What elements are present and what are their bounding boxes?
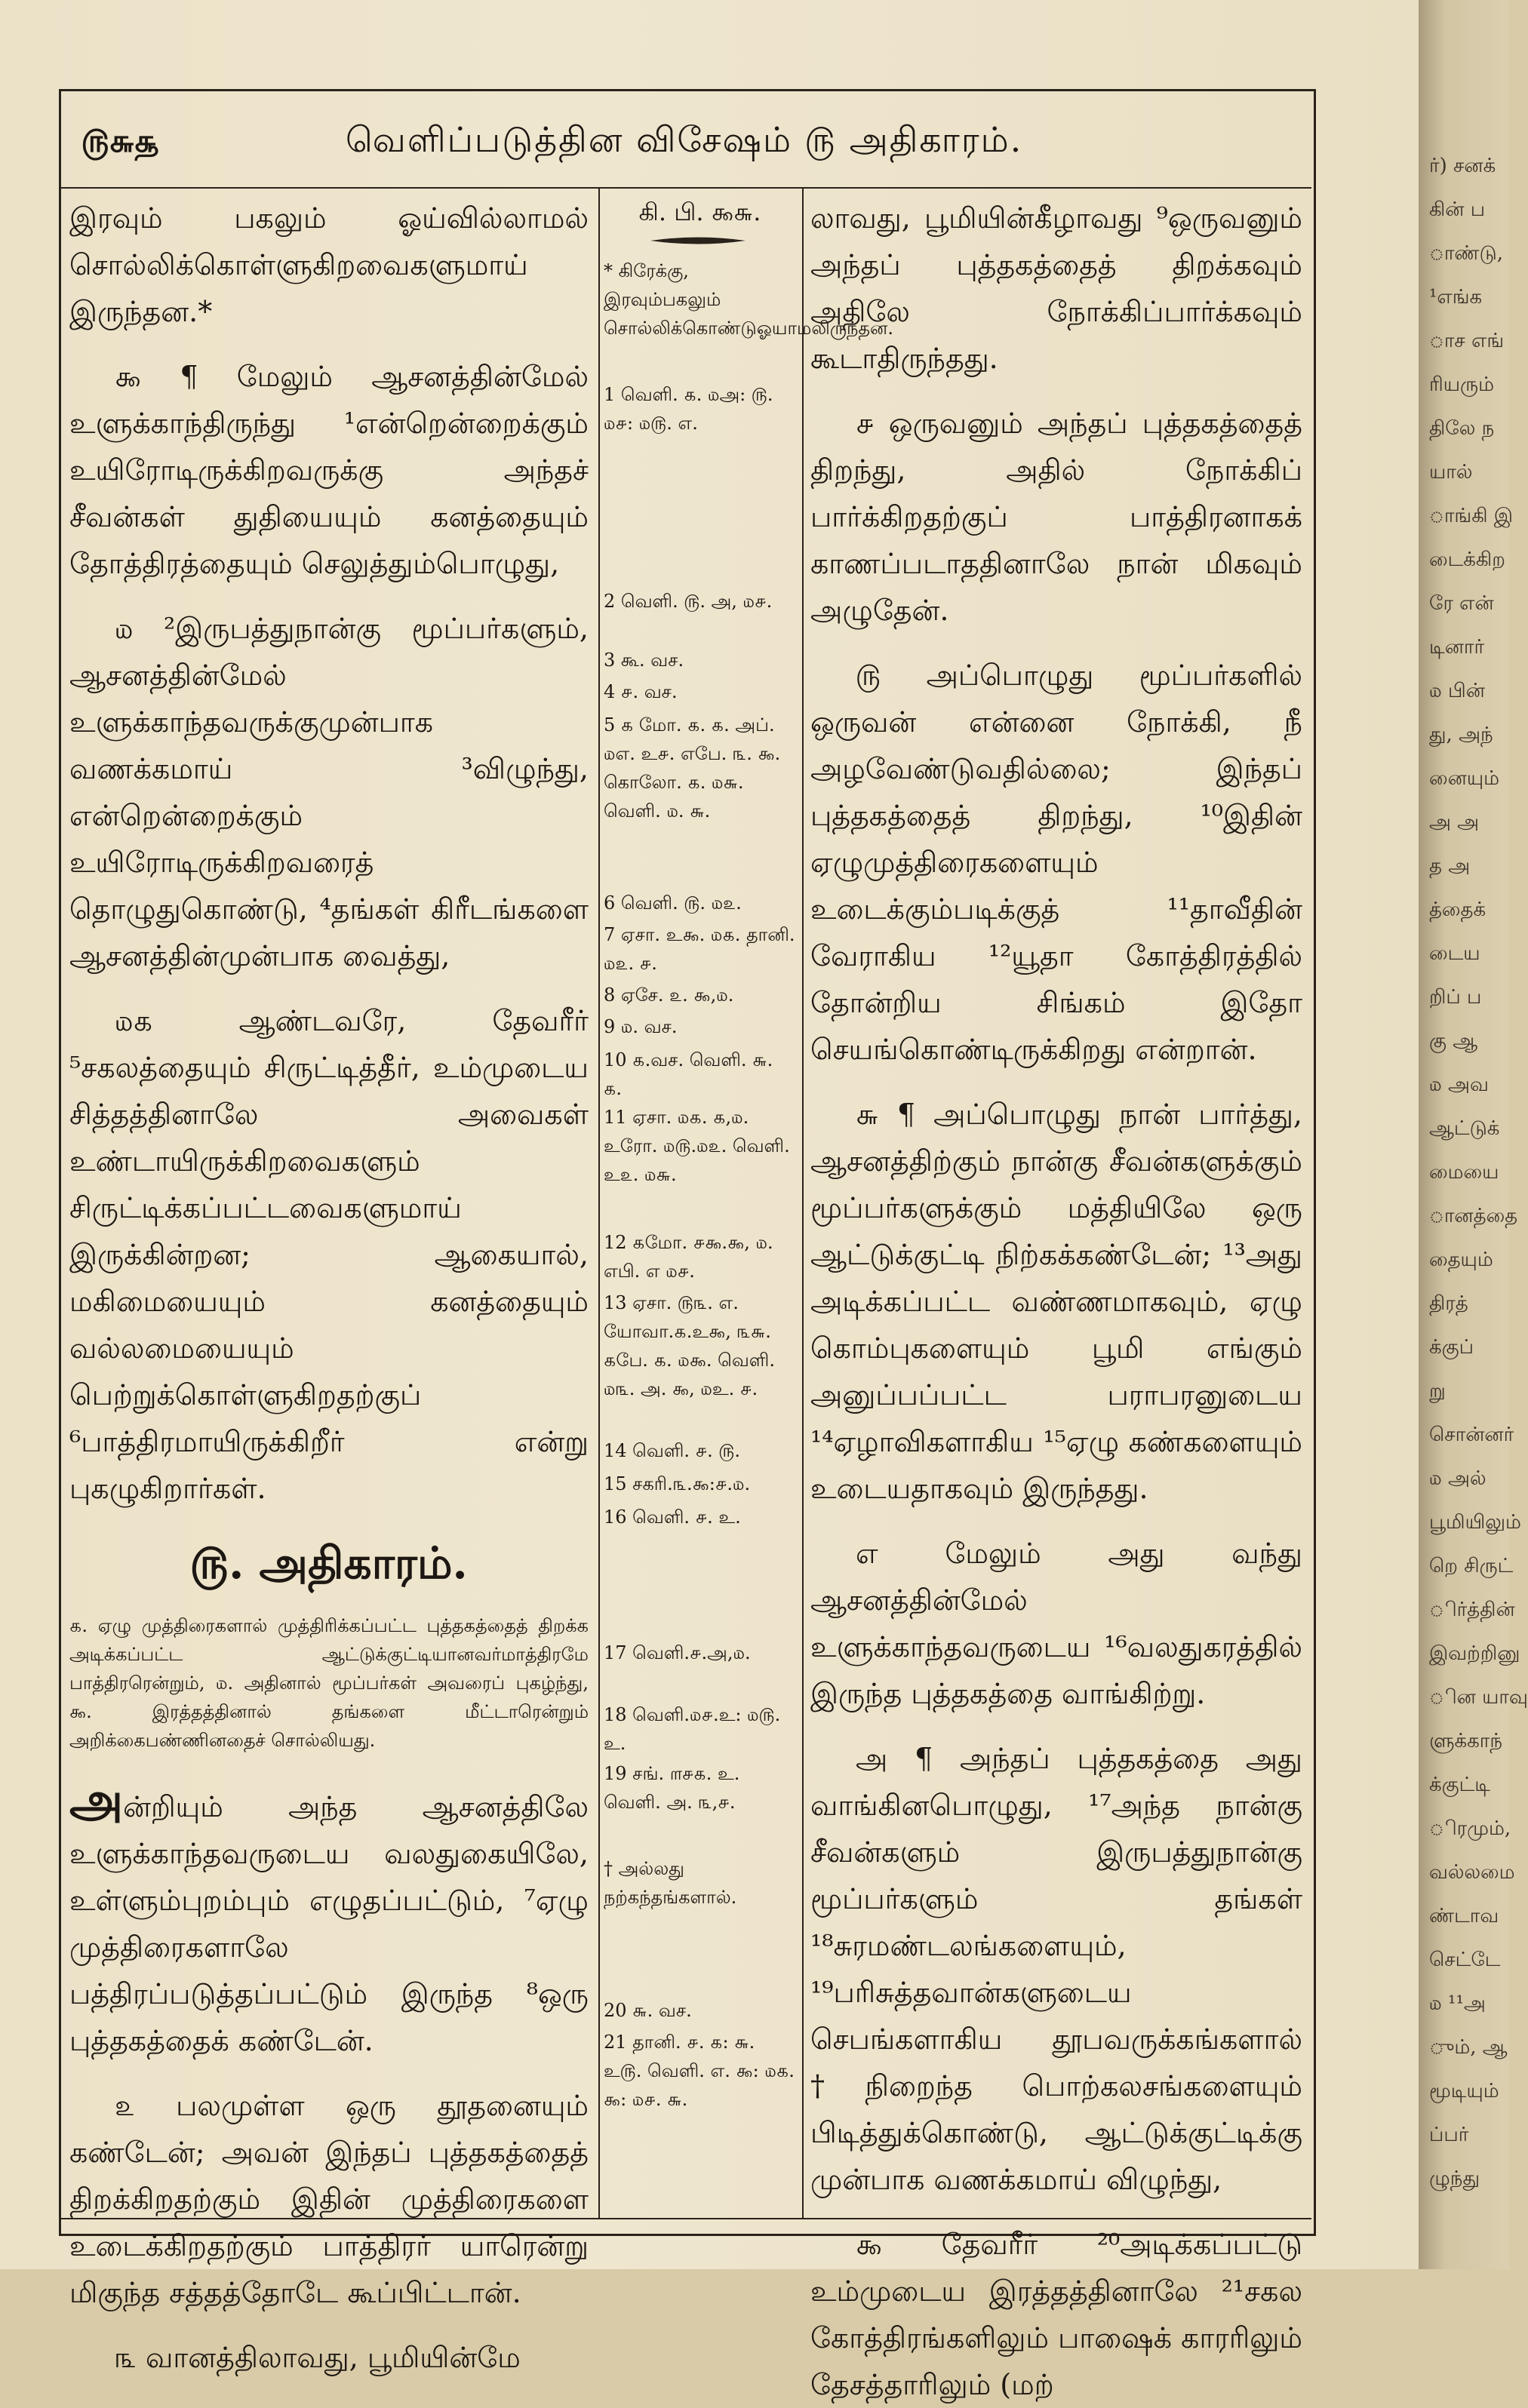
verse-9b: ௯ தேவரீர் ²⁰அடிக்கப்பட்டு உம்முடைய இரத்தத்தினாலே ²¹சகல கோத்திரங்களிலும் பாஷைக் காரரிலும் தேசத்தாரிலும் (மற் [810,2228,1302,2401]
adjacent-page-fragment: றிப் ப [1429,986,1482,1009]
verse-1 [69,1772,589,2064]
adjacent-page-fragment: து, அந் [1429,723,1493,746]
ref-5: 5 ௧ மோ. ௧. ௧. அப். ௰எ. உ௪. எபே. ௩. ௯. கொலோ. ௧. ௰௬. வெளி. ௰. ௬. [604,714,781,822]
adjacent-page-fragment: பூமியிலும் [1429,1511,1521,1534]
adjacent-page-fragment: ௰ அவ [1429,1073,1489,1096]
adjacent-page-fragment: ாங்கி இ [1429,505,1514,527]
adjacent-page-fragment: ௰ அல் [1429,1467,1486,1490]
ref-4: 4 ௪. வச. [604,681,678,702]
verse-10: ௰ ²இருபத்துநான்கு மூப்பர்களும், ஆசனத்தின்மேல் உளுக்காந்தவருக்குமுன்பாக வணக்கமாய் ³விழுந்து, என்றென்றைக்கும் உயிரோடிருக்கிறவரைத் தொழுதுகொண்டு, ⁴தங்கள் கிரீடங்களை ஆசனத்தின்முன்பாக வைத்து, [69,612,589,972]
ref-10: 10 ௧.வச. வெளி. ௬. ௧. [604,1049,773,1099]
year-heading: கி. பி. ௯௬. [638,198,761,226]
adjacent-page-fragment: க்குட்டி [1429,1774,1490,1796]
ref-13: 13 ஏசா. ௫௩. எ. யோவா.௧.உ௯, ௩௬. ௧பே. ௧. ௰௯. வெளி. ௰௩. அ. ௯, ௰உ. ௪. [604,1292,775,1399]
ref-17: 17 வெளி.௪.அ,௰. [604,1642,751,1663]
page-number: ௫௬௲ [81,122,158,159]
verse-11: ௰௧ ஆண்டவரே, தேவரீர் ⁵சகலத்தையும் சிருட்டித்தீர், உம்முடைய சித்தத்தினாலே அவைகள் உண்டாயிருக்கிறவைகளும் சிருட்டிக்கப்பட்டவைகளுமாய் இருக்கின்றன; ஆகையால், மகிமையையும் கனத்தையும் வல்லமையையும் பெற்றுக்கொள்ளுகிறதற்குப் ⁶பாத்திரமாயிருக்கிறீர் என்று புகழுகிறார்கள். [69,1004,589,1505]
drop-cap: அ [69,1772,124,1829]
adjacent-page-fragment: தையும் [1429,1249,1493,1271]
adjacent-page-fragment: ின யாவு [1429,1686,1528,1709]
chapter-summary: ௧. ஏழு முத்திரைகளால் முத்திரிக்கப்பட்ட புத்தகத்தைத் திறக்க அடிக்கப்பட்ட ஆட்டுக்குட்டியானவர்மாத்திரமே பாத்திரரென்றும், ௰. அதினால் மூப்பர்கள் அவரைப் புகழ்ந்து, ௯. இரத்தத்தினால் தங்களை மீட்டாரென்றும் அறிக்கைபண்ணினதைச் சொல்லியது. [69,1615,589,1751]
verse-1-text: ன்றியும் அந்த ஆசனத்திலே உளுக்காந்தவருடைய வலதுகையிலே, உள்ளும்புறம்பும் எழுதப்பட்டும், ⁷ஏழு முத்திரைகளாலே பத்திரப்படுத்தப்பட்டும் இருந்த ⁸ஒரு புத்தகத்தைக் கண்டேன். [69,1790,589,2057]
adjacent-page-fragment: ாச எங் [1429,330,1505,352]
adjacent-page-edge [1419,0,1528,2269]
adjacent-page-fragment: ¹எங்க [1429,286,1483,309]
adjacent-page-fragment: ண்டாவ [1429,1905,1499,1927]
ref-3: 3 கூ. வச. [604,650,684,671]
verse-3-end: லாவது, பூமியின்கீழாவது ⁹ஒருவனும் அந்தப் புத்தகத்தைத் திறக்கவும் அதிலே நோக்கிப்பார்க்கவும் கூடாதிருந்தது. [810,201,1302,375]
adjacent-page-fragment: டைய [1429,942,1480,965]
ref-9: 9 ௰. வச. [604,1016,678,1037]
adjacent-page-fragment: ரியரும் [1429,373,1495,396]
ref-18: 18 வெளி.௰௪.உ: ௰௫. உ. [604,1704,781,1754]
adjacent-page-fragment: ௰ பின் [1429,680,1485,702]
adjacent-page-fragment: று [1429,1380,1446,1402]
page-header [59,106,1311,181]
footnote-dagger: † அல்லது நற்கந்தங்களால். [604,1858,737,1908]
adjacent-page-fragment: றெ சிருட் [1429,1555,1514,1577]
verse-9: ௯ ¶ மேலும் ஆசனத்தின்மேல் உளுக்காந்திருந்து ¹என்றென்றைக்கும் உயிரோடிருக்கிறவருக்கு அந்தச் சீவன்கள் துதியையும் கனத்தையும் தோத்திரத்தையும் செலுத்தும்பொழுது, [69,360,589,580]
adjacent-page-fragment: னையும் [1429,767,1500,790]
chapter-heading: ௫. அதிகாரம். [190,1537,468,1589]
verse-5: ௫ அப்பொழுது மூப்பர்களில் ஒருவன் என்னை நோக்கி, நீ அழவேண்டுவதில்லை; இந்தப் புத்தகத்தைத் திறந்து, ¹⁰இதின் ஏழுமுத்திரைகளையும் உடைக்கும்படிக்குத் ¹¹தாவீதின் வேராகிய ¹²யூதா கோத்திரத்தில் தோன்றிய சிங்கம் இதோ செயங்கொண்டிருக்கிறது என்றான். [810,659,1302,1066]
running-title: வெளிப்படுத்தின விசேஷம் ௫ அதிகாரம். [346,119,1023,160]
adjacent-page-fragment: ப்பர் [1429,2124,1469,2146]
adjacent-page-fragment: ஆட்டுக் [1429,1117,1500,1140]
verse-2: ௨ பலமுள்ள ஒரு தூதனையும் கண்டேன்; அவன் இந்தப் புத்தகத்தைத் திறக்கிறதற்கும் இதின் முத்திரைகளை உடைக்கிறதற்கும் பாத்திரர் யாரென்று மிகுந்த சத்தத்தோடே கூப்பிட்டான். [69,2089,589,2309]
ref-20: 20 ௬. வச. [604,2000,692,2021]
column-rule-right [802,189,804,2218]
adjacent-page-fragment: அ அ [1429,811,1480,834]
adjacent-page-fragment: ரே என் [1429,592,1494,615]
adjacent-page-fragment: ிர்த்தின் [1429,1599,1515,1621]
verse-text: இரவும் பகலும் ஓய்வில்லாமல் சொல்லிக்கொள்ளுகிறவைகளுமாய் இருந்தன.* [69,201,589,328]
adjacent-page-fragment: திலே ந [1429,417,1495,440]
adjacent-page-fragment: ௰ ¹¹அ [1429,1992,1486,2015]
ornament-rule [649,234,747,247]
adjacent-page-fragment: டினார் [1429,636,1485,659]
ref-6: 6 வெளி. ௫. ௰௨. [604,892,742,914]
adjacent-page-fragment: ிரமும், [1429,1817,1511,1840]
ref-12: 12 ௧மோ. ௪௯.௯, ௰. எபி. எ ௰௪. [604,1232,773,1282]
ref-15: 15 சகரி.௩.௯:௪.௰. [604,1473,751,1494]
ref-7: 7 ஏசா. உ௯. ௰௧. தானி. ௰௨. ௪. [604,924,795,974]
ref-19: 19 சங். ௱௪௧. உ. வெளி. அ. ௩,௪. [604,1763,740,1813]
adjacent-page-fragment: டைக்கிற [1429,548,1505,571]
ref-2: 2 வெளி. ௫. அ, ௰௪. [604,591,773,612]
adjacent-page-fragment: க்குப் [1429,1336,1474,1359]
ref-8: 8 ஏசே. ௨. ௯,௰. [604,984,734,1006]
adjacent-page-fragment: ழுந்து [1429,2167,1480,2190]
verse-8: அ ¶ அந்தப் புத்தகத்தை அது வாங்கினபொழுது, ¹⁷அந்த நான்கு சீவன்களும் இருபத்துநான்கு மூப்பர்களும் தங்கள் ¹⁸சுரமண்டலங்களையும், ¹⁹பரிசுத்தவான்களுடைய செபங்களாகிய தூபவருக்கங்களால் †நிறைந்த பொற்கலசங்களையும் பிடித்துக்கொண்டு, ஆட்டுக்குட்டிக்கு முன்பாக வணக்கமாய் விழுந்து, [810,1742,1302,2196]
verse-7: எ மேலும் அது வந்து ஆசனத்தின்மேல் உளுக்காந்தவருடைய ¹⁶வலதுகரத்தில் இருந்த புத்தகத்தை வாங்கிற்று. [810,1537,1302,1710]
adjacent-page-fragment: த்தைக் [1429,898,1486,921]
ref-14: 14 வெளி. ௪. ௫. [604,1440,741,1461]
adjacent-page-fragment: ர்) சனக் [1429,155,1496,177]
ref-21: 21 தானி. ௪. ௧: ௬. உ௫. வெளி. எ. ௯: ௰௧. ௯: ௰௪. ௬. [604,2032,795,2110]
adjacent-page-fragment: கின் ப [1429,198,1486,221]
adjacent-page-fragment: செட்டே [1429,1949,1501,1971]
adjacent-page-fragment: வல்லமை [1429,1861,1515,1884]
adjacent-page-fragment: ானத்தை [1429,1205,1518,1227]
adjacent-page-fragment: திரத் [1429,1292,1468,1315]
ref-16: 16 வெளி. ௪. உ. [604,1507,741,1528]
adjacent-page-fragment: த அ [1429,855,1471,877]
references-column [604,195,893,2213]
adjacent-page-fragment: ளுக்காந் [1429,1730,1503,1752]
header-rule [59,187,1311,189]
ref-11: 11 ஏசா. ௰௧. ௧,௰. உரோ. ௰௫.௰௨. வெளி. உ௨. ௰௬. [604,1107,790,1185]
adjacent-page-fragment: இவற்றினு [1429,1642,1520,1665]
column-rule-left [598,189,600,2218]
adjacent-page-fragment: ாண்டு, [1429,242,1503,265]
adjacent-page-fragment: யால் [1429,461,1473,484]
left-column [69,195,589,2374]
right-column [810,195,1302,2401]
footnote-star: * கிரேக்கு, இரவும்பகலும் சொல்லிக்கொண்டுஓயாமலிருந்தன. [604,260,893,339]
verse-6: ௬ ¶ அப்பொழுது நான் பார்த்து, ஆசனத்திற்கும் நான்கு சீவன்களுக்கும் மூப்பர்களுக்கும் மத்தியிலே ஒரு ஆட்டுக்குட்டி நிற்கக்கண்டேன்; ¹³அது அடிக்கப்பட்ட வண்ணமாகவும், ஏழு கொம்புகளையும் பூமி எங்கும் அனுப்பப்பட்ட பராபரனுடைய ¹⁴ஏழாவிகளாகிய ¹⁵ஏழு கண்களையும் உடையதாகவும் இருந்தது. [810,1098,1302,1505]
ref-1: 1 வெளி. ௧. ௰அ: ௫. ௰௪: ௰௫. எ. [604,384,773,434]
adjacent-page-fragment: கு ஆ [1429,1030,1478,1052]
verse-3-start: ௩ வானத்திலாவது, பூமியின்மே [115,2341,521,2374]
adjacent-page-fragment: ும், ஆ [1429,2036,1508,2059]
adjacent-page-fragment: மையை [1429,1161,1499,1184]
adjacent-page-fragment: சொன்னர் [1429,1424,1514,1446]
verse-4: ௪ ஒருவனும் அந்தப் புத்தகத்தைத் திறந்து, அதில் நோக்கிப் பார்க்கிறதற்குப் பாத்திரனாகக் காணப்படாததினாலே நான் மிகவும் அழுதேன். [810,407,1302,627]
adjacent-page-fragment: மூடியும் [1429,2080,1499,2102]
